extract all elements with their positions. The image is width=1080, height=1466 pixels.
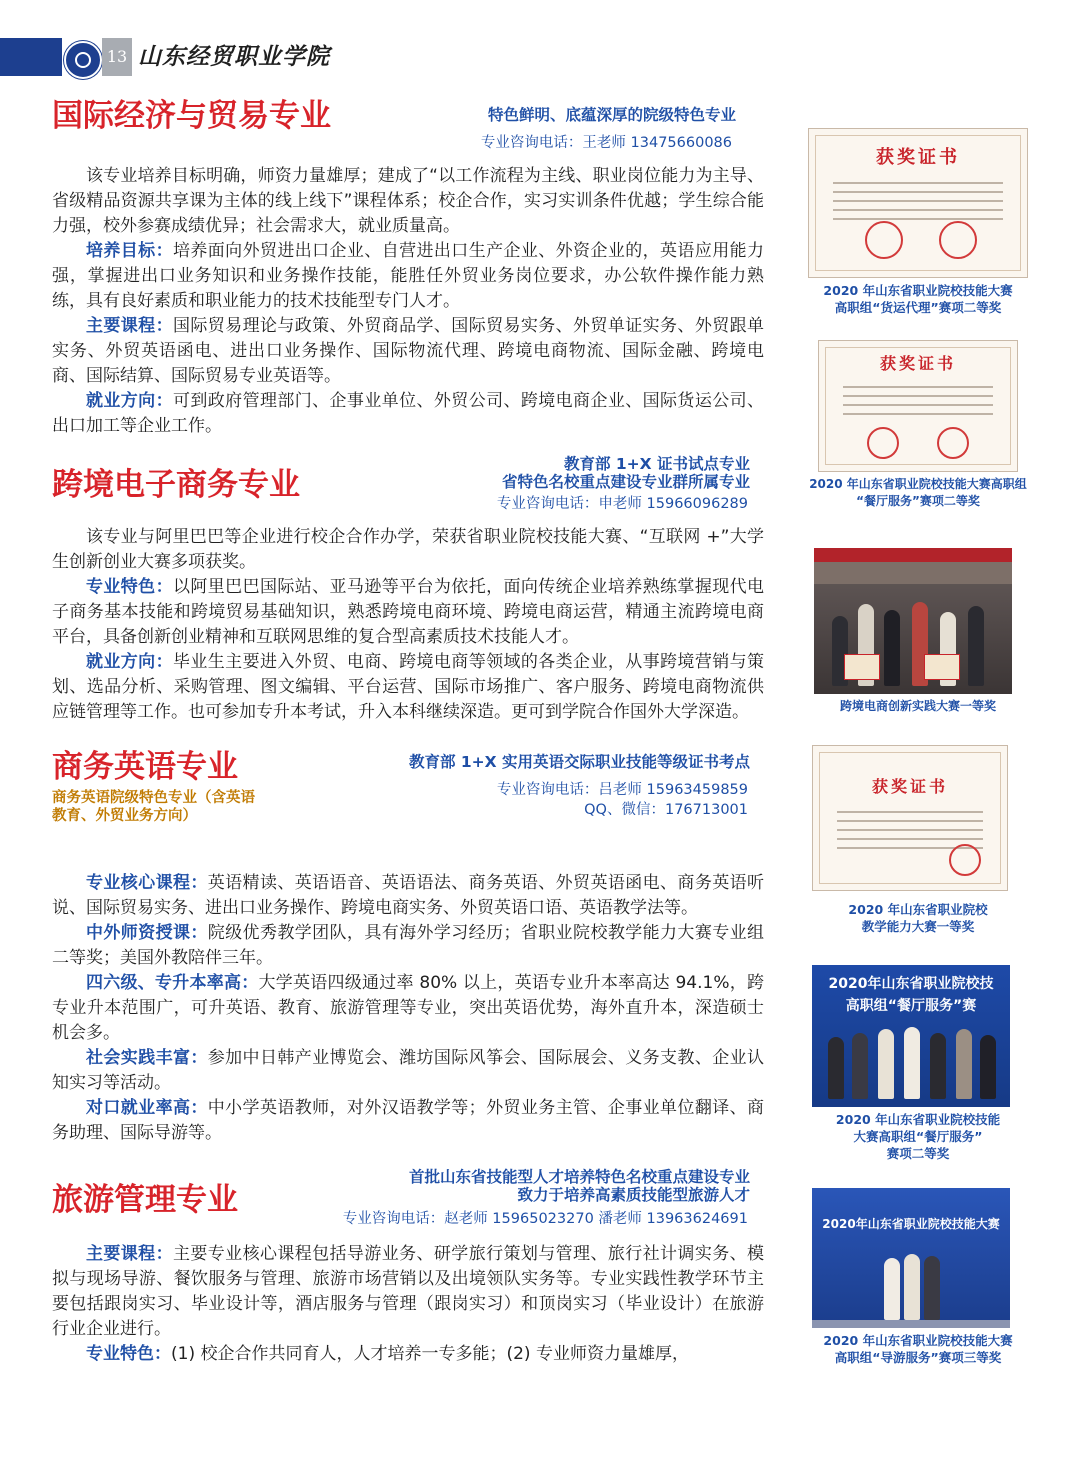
item-label: 主要课程： bbox=[86, 1244, 173, 1264]
major-item bbox=[52, 1096, 764, 1146]
consult-phone: 专业咨询电话：赵老师 15965023270 潘老师 13963624691 bbox=[342, 1211, 748, 1227]
person-figure bbox=[904, 1027, 920, 1099]
item-label: 社会实践丰富： bbox=[86, 1048, 208, 1068]
item-text: 院级优秀教学团队，具有海外学习经历；省职业院校教学能力大赛专业组二等奖；美国外教陪伴三年。 bbox=[52, 923, 765, 968]
tag-line: 特色鲜明、底蕴深厚的院级特色专业 bbox=[487, 106, 736, 124]
photo-banner bbox=[814, 548, 1012, 562]
tag-line: 教育部 1+X 实用英语交际职业技能等级证书考点 bbox=[408, 753, 750, 771]
major-item bbox=[52, 1046, 764, 1096]
item-text: 主要专业核心课程包括导游业务、研学旅行策划与管理、旅行社计调实务、模拟与现场导游、餐饮服务与管理、旅游市场营销以及出境领队实务等。专业实践性教学环节主要包括跟岗实习、毕业设计等，酒店服务与管理（跟岗实习）和顶岗实习（毕业设计）在旅游行业企业进行。 bbox=[52, 1244, 765, 1339]
item-label: 专业核心课程： bbox=[86, 873, 208, 893]
caption-line: 高职组“货运代理”赛项二等奖 bbox=[834, 300, 1002, 315]
major-item bbox=[52, 575, 764, 650]
consult-phone: 专业咨询电话：吕老师 15963459859 bbox=[496, 782, 748, 798]
seal-icon bbox=[937, 427, 969, 459]
consult-qq: QQ、微信：176713001 bbox=[584, 802, 748, 818]
award-certificate bbox=[818, 340, 1018, 472]
award-certificate bbox=[808, 128, 1028, 278]
caption-line: 高职组“导游服务”赛项三等奖 bbox=[834, 1350, 1002, 1365]
item-text: 大学英语四级通过率 80% 以上，英语专业升本率高达 94.1%，跨专业升本范围广，可升英语、教育、旅游管理等专业，突出英语优势，海外直升本，深造硕士机会多。 bbox=[52, 973, 764, 1043]
tag-line: 省特色名校重点建设专业群所属专业 bbox=[501, 473, 750, 491]
item-label: 就业方向： bbox=[86, 652, 173, 672]
consult-phone: 专业咨询电话：王老师 13475660086 bbox=[480, 135, 732, 151]
award-photo bbox=[812, 1188, 1010, 1328]
major-tags bbox=[502, 455, 750, 491]
item-label: 就业方向： bbox=[86, 391, 173, 411]
page-number: 13 bbox=[102, 38, 132, 76]
item-text: 毕业生主要进入外贸、电商、跨境电商等领域的各类企业，从事跨境营销与策划、选品分析、采购管理、图文编辑、平台运营、国际市场推广、客户服务、跨境电商物流供应链管理等工作。也可参加专升本考试，升入本科继续深造。更可到学院合作国外大学深造。 bbox=[52, 652, 765, 722]
item-label: 四六级、专升本率高： bbox=[86, 973, 259, 993]
item-label: 中外师资授课： bbox=[86, 923, 208, 943]
major-item bbox=[52, 650, 764, 725]
major-title: 商务英语专业 bbox=[52, 749, 238, 785]
tag-line: 致力于培养高素质技能型旅游人才 bbox=[517, 1186, 750, 1204]
tag-line: 首批山东省技能型人才培养特色名校重点建设专业 bbox=[408, 1168, 750, 1186]
certificate-held bbox=[844, 654, 880, 680]
award-caption bbox=[808, 698, 1028, 715]
item-text: 可到政府管理部门、企事业单位、外贸公司、跨境电商企业、国际货运公司、出口加工等企业工作。 bbox=[52, 391, 765, 436]
person-figure bbox=[828, 1037, 844, 1099]
caption-line: 2020 年山东省职业院校 bbox=[848, 902, 988, 917]
person-figure bbox=[968, 606, 984, 686]
item-text: 以阿里巴巴国际站、亚马逊等平台为依托，面向传统企业培养熟练掌握现代电子商务基本技能和跨境贸易基础知识，熟悉跨境电商环境、跨境电商运营，精通主流跨境电商平台，具备创新创业精神和互联网思维的复合型高素质技术技能人才。 bbox=[52, 577, 765, 647]
item-text: 国际贸易理论与政策、外贸商品学、国际贸易实务、外贸单证实务、外贸跟单实务、外贸英语函电、进出口业务操作、国际物流代理、跨境电商物流、国际金融、跨境电商、国际结算、国际贸易专业英语等。 bbox=[52, 316, 765, 386]
person-figure bbox=[884, 1258, 900, 1320]
person-figure bbox=[930, 1033, 946, 1099]
award-caption bbox=[808, 901, 1028, 935]
seal-icon bbox=[939, 221, 977, 259]
major-title: 跨境电子商务专业 bbox=[52, 467, 300, 503]
school-logo-icon bbox=[64, 41, 102, 79]
section-tourism-management bbox=[52, 1168, 764, 1242]
consult-phone: 专业咨询电话：申老师 15966096289 bbox=[496, 496, 748, 512]
item-text: (1) 校企合作共同育人，人才培养一专多能；(2) 专业师资力量雄厚， bbox=[171, 1344, 689, 1364]
seal-icon bbox=[949, 844, 981, 876]
item-label: 专业特色： bbox=[86, 1344, 171, 1364]
person-figure bbox=[956, 1029, 972, 1099]
major-sub-tag: 商务英语院级特色专业（含英语教育、外贸业务方向） bbox=[52, 790, 255, 824]
item-text: 培养面向外贸进出口企业、自营进出口生产企业、外资企业的，英语应用能力强，掌握进出口业务知识和业务操作技能，能胜任外贸业务岗位要求，办公软件操作能力熟练，具有良好素质和职业能力的技术技能型专门人才。 bbox=[52, 241, 765, 311]
banner-line: 2020年山东省职业院校技 bbox=[828, 976, 994, 992]
caption-line: 大赛高职组“餐厅服务” bbox=[853, 1129, 983, 1144]
major-intro: 该专业与阿里巴巴等企业进行校企合作办学，荣获省职业院校技能大赛、“互联网 +”大学生创新创业大赛多项获奖。 bbox=[52, 527, 764, 572]
header-bar bbox=[0, 38, 62, 76]
caption-line: “餐厅服务”赛项二等奖 bbox=[856, 494, 980, 508]
major-title: 旅游管理专业 bbox=[52, 1182, 238, 1218]
person-figure bbox=[980, 1035, 996, 1099]
caption-line: 2020 年山东省职业院校技能 bbox=[835, 1112, 1001, 1127]
caption-line: 2020 年山东省职业院校技能大赛 bbox=[823, 283, 1013, 298]
caption-line: 2020 年山东省职业院校技能大赛高职组 bbox=[809, 477, 1027, 491]
section-intl-trade bbox=[52, 92, 764, 164]
photo-banner bbox=[812, 1216, 1010, 1232]
caption-line: 赛项二等奖 bbox=[886, 1146, 950, 1161]
person-figure bbox=[904, 1254, 920, 1320]
caption-line: 跨境电商创新实践大赛一等奖 bbox=[839, 699, 996, 713]
certificate-text-lines bbox=[833, 175, 1003, 227]
item-text: 英语精读、英语语音、英语语法、商务英语、外贸英语函电、商务英语听说、国际贸易实务、进出口业务操作、跨境电商实务、外贸英语口语、英语教学法等。 bbox=[52, 873, 765, 918]
major-intro: 该专业培养目标明确，师资力量雄厚；建成了“以工作流程为主线、职业岗位能力为主导、省级精品资源共享课为主体的线上线下”课程体系；校企合作，实习实训条件优越；学生综合能力强，校外参赛成绩优异；社会需求大，就业质量高。 bbox=[52, 166, 764, 236]
item-label: 专业特色： bbox=[86, 577, 173, 597]
banner-line: 2020年山东省职业院校技能大赛 bbox=[822, 1217, 1000, 1231]
award-photo bbox=[812, 965, 1010, 1107]
major-item bbox=[52, 239, 764, 314]
major-item bbox=[52, 1242, 764, 1342]
tag-line: 教育部 1+X 证书试点专业 bbox=[563, 455, 750, 473]
major-tags bbox=[409, 1168, 750, 1204]
person-figure bbox=[884, 610, 900, 686]
item-text: 中小学英语教师，对外汉语教学等；外贸业务主管、企事业单位翻译、商务助理、国际导游等。 bbox=[52, 1098, 765, 1143]
certificate-title: 获奖证书 bbox=[871, 777, 948, 796]
person-figure bbox=[878, 1029, 894, 1099]
stage-floor bbox=[812, 1320, 1010, 1328]
photo-banner bbox=[812, 973, 1010, 1017]
caption-line: 教学能力大赛一等奖 bbox=[861, 919, 975, 934]
item-label: 培养目标： bbox=[86, 241, 173, 261]
award-photo bbox=[814, 548, 1012, 694]
major-title: 国际经济与贸易专业 bbox=[52, 98, 331, 134]
major-tags bbox=[409, 753, 750, 771]
award-caption bbox=[808, 1332, 1028, 1366]
certificate-title: 获奖证书 bbox=[879, 354, 956, 373]
certificate-title: 获奖证书 bbox=[876, 147, 960, 168]
item-label: 对口就业率高： bbox=[86, 1098, 208, 1118]
major-item bbox=[52, 871, 764, 921]
certificate-held bbox=[924, 654, 960, 680]
section-business-english bbox=[52, 747, 764, 871]
major-item bbox=[52, 314, 764, 389]
award-caption bbox=[808, 282, 1028, 316]
caption-line: 2020 年山东省职业院校技能大赛 bbox=[823, 1333, 1013, 1348]
seal-icon bbox=[867, 427, 899, 459]
page-header bbox=[0, 38, 330, 76]
person-figure bbox=[924, 1256, 940, 1320]
person-figure bbox=[852, 1033, 868, 1099]
main-content bbox=[52, 92, 764, 1367]
seal-icon bbox=[865, 221, 903, 259]
item-text: 参加中日韩产业博览会、潍坊国际风筝会、国际展会、义务支教、企业认知实习等活动。 bbox=[52, 1048, 765, 1093]
sidebar-awards bbox=[808, 128, 1028, 1366]
major-item bbox=[52, 1342, 764, 1367]
certificate-text-lines bbox=[843, 379, 993, 422]
award-caption bbox=[808, 1111, 1028, 1162]
section-cross-border-ecommerce bbox=[52, 449, 764, 525]
award-certificate bbox=[812, 745, 1008, 891]
major-item bbox=[52, 971, 764, 1046]
major-item bbox=[52, 389, 764, 439]
major-tags bbox=[488, 106, 736, 124]
school-name: 山东经贸职业学院 bbox=[138, 43, 330, 70]
banner-line: 高职组“餐厅服务”赛 bbox=[845, 998, 977, 1014]
major-item bbox=[52, 921, 764, 971]
item-label: 主要课程： bbox=[86, 316, 173, 336]
award-caption bbox=[808, 476, 1028, 510]
